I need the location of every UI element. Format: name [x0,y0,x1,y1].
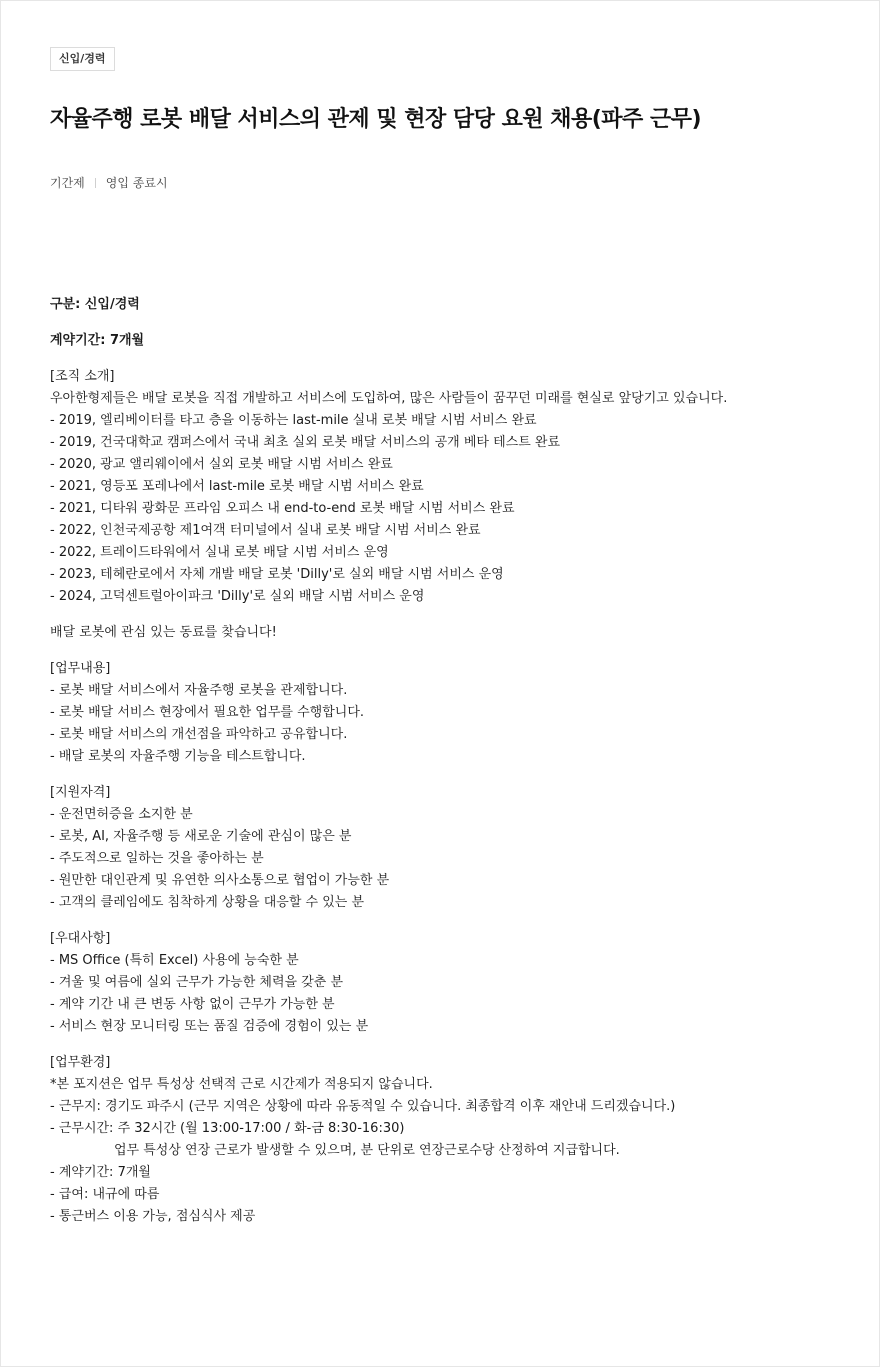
list-item: - 배달 로봇의 자율주행 기능을 테스트합니다. [50,749,306,764]
environment-salary: - 급여: 내규에 따름 [50,1187,160,1202]
list-item: - 로봇 배달 서비스의 개선점을 파악하고 공유합니다. [50,727,348,742]
list-item: - MS Office (특히 Excel) 사용에 능숙한 분 [50,953,299,968]
environment-location: - 근무지: 경기도 파주시 (근무 지역은 상황에 따라 유동적일 수 있습니다. 최종합격 이후 재안내 드리겠습니다.) [50,1099,676,1114]
meta-divider [95,178,96,188]
list-item: - 로봇 배달 서비스에서 자율주행 로봇을 관제합니다. [50,683,348,698]
category-line: 구분: 신입/경력 [50,297,140,312]
job-description [50,294,850,1228]
environment-period: - 계약기간: 7개월 [50,1165,151,1180]
list-item: - 2020, 광교 앨리웨이에서 실외 로봇 배달 시범 서비스 완료 [50,457,393,472]
list-item: - 로봇 배달 서비스 현장에서 필요한 업무를 수행합니다. [50,705,365,720]
list-item: - 계약 기간 내 큰 변동 사항 없이 근무가 가능한 분 [50,997,335,1012]
preferred-list [50,950,850,1038]
career-type-badge: 신입/경력 [50,47,115,71]
org-intro-list [50,388,850,608]
list-item: - 원만한 대인관계 및 유연한 의사소통으로 협업이 가능한 분 [50,873,390,888]
list-item: - 로봇, AI, 자율주행 등 새로운 기술에 관심이 많은 분 [50,829,352,844]
list-item: - 2021, 디타워 광화문 프라임 오피스 내 end-to-end 로봇 배달 시범 서비스 완료 [50,501,515,516]
list-item: - 주도적으로 일하는 것을 좋아하는 분 [50,851,264,866]
list-item: - 2019, 건국대학교 캠퍼스에서 국내 최초 실외 로봇 배달 서비스의 공개 베타 테스트 완료 [50,435,561,450]
list-item: - 2022, 인천국제공항 제1여객 터미널에서 실내 로봇 배달 시범 서비스 완료 [50,523,481,538]
page-title: 자율주행 로봇 배달 서비스의 관제 및 현장 담당 요원 채용(파주 근무) [50,107,702,132]
list-item: - 겨울 및 여름에 실외 근무가 가능한 체력을 갖춘 분 [50,975,344,990]
list-item: - 2019, 엘리베이터를 타고 층을 이동하는 last-mile 실내 로봇 배달 시범 서비스 완료 [50,413,537,428]
section-heading-preferred: [우대사항] [50,931,111,946]
employment-type: 기간제 [50,176,85,190]
environment-note: *본 포지션은 업무 특성상 선택적 근로 시간제가 적용되지 않습니다. [50,1077,433,1092]
environment-overtime: 업무 특성상 연장 근로가 발생할 수 있으며, 분 단위로 연장근로수당 산정하여 지급합니다. [114,1143,620,1158]
job-meta [50,175,850,191]
contract-line: 계약기간: 7개월 [50,333,145,348]
list-item: - 2022, 트레이드타워에서 실내 로봇 배달 시범 서비스 운영 [50,545,389,560]
environment-benefit: - 통근버스 이용 가능, 점심식사 제공 [50,1209,256,1224]
qualifications-list [50,804,850,914]
list-item: 우아한형제들은 배달 로봇을 직접 개발하고 서비스에 도입하여, 많은 사람들이 꿈꾸던 미래를 현실로 앞당기고 있습니다. [50,391,728,406]
list-item: - 운전면허증을 소지한 분 [50,807,193,822]
environment-hours: - 근무시간: 주 32시간 (월 13:00-17:00 / 화-금 8:30-16:30) [50,1121,405,1136]
section-heading-qualifications: [지원자격] [50,785,111,800]
job-posting-container [50,47,850,1228]
section-heading-org: [조직 소개] [50,369,115,384]
list-item: - 2021, 영등포 포레나에서 last-mile 로봇 배달 시범 서비스 완료 [50,479,424,494]
list-item: - 2023, 테헤란로에서 자체 개발 배달 로봇 'Dilly'로 실외 배달 시범 서비스 운영 [50,567,504,582]
list-item: - 서비스 현장 모니터링 또는 품질 검증에 경험이 있는 분 [50,1019,369,1034]
section-heading-duties: [업무내용] [50,661,111,676]
duties-list [50,680,850,768]
section-heading-environment: [업무환경] [50,1055,111,1070]
list-item: - 2024, 고덕센트럴아이파크 'Dilly'로 실외 배달 시범 서비스 운영 [50,589,425,604]
deadline-text: 영입 종료시 [105,176,168,190]
invite-line: 배달 로봇에 관심 있는 동료를 찾습니다! [50,625,277,640]
list-item: - 고객의 클레임에도 침착하게 상황을 대응할 수 있는 분 [50,895,365,910]
